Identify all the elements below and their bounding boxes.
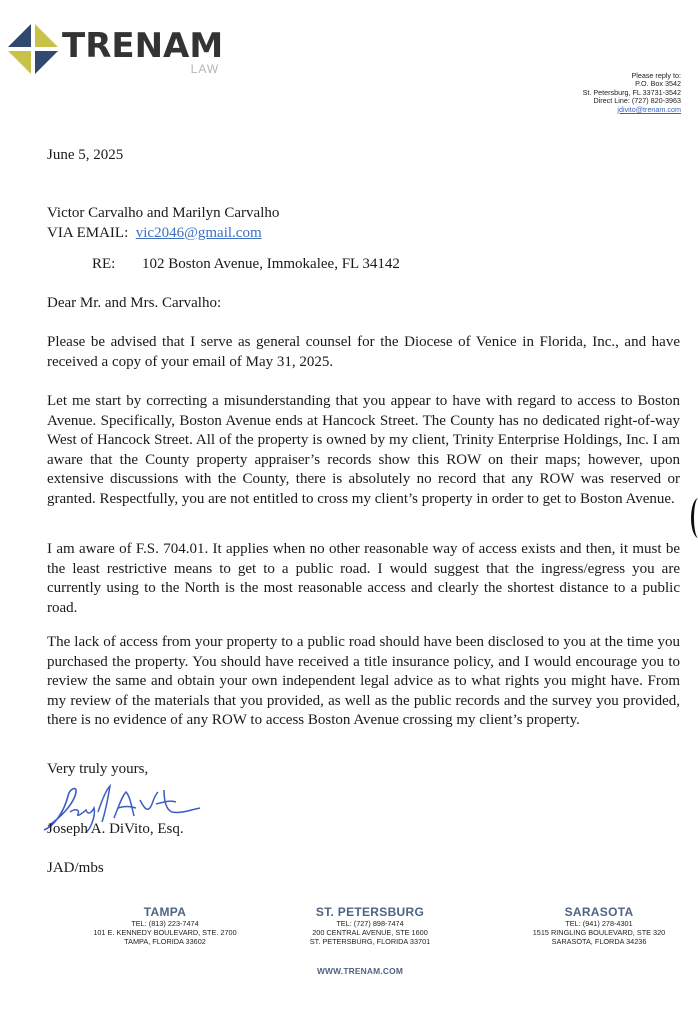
via-email-line bbox=[47, 224, 279, 244]
closing: Very truly yours, bbox=[47, 761, 149, 777]
paragraph-2: Let me start by correcting a misunderstanding that you appear to have with regard to access to Boston Avenue. Specifically, Boston Avenue ends at Hancock Street. The County has no dedicated right-of-way West of Hancock Street. All of the property is owned by my client, Trinity Enterprise Holdings, Inc. I am aware that the County property appraiser’s records show this ROW on their maps; however, upon extensive discussions with the County, there is absolutely no record that any ROW was reserved or granted. Respectfully, you are not entitled to cross my client’s property in order to get to Boston Avenue. bbox=[47, 393, 680, 507]
firm-name: TRENAM bbox=[62, 26, 224, 66]
office-name: TAMPA bbox=[143, 905, 187, 919]
paragraph-4: The lack of access from your property to a public road should have been disclosed to you at the time you purchased the property. You should have received a title insurance policy, and I would encourage you to review the same and obtain your own independent legal advice as to what rights you might have. From my review of the materials that you provided, as well as the public records and the survey you provided, there is no evidence of any ROW to access Boston Avenue crossing my client’s property. bbox=[47, 634, 680, 728]
binder-hole-mark bbox=[691, 498, 698, 538]
reply-city: St. Petersburg, FL 33731-3542 bbox=[582, 87, 681, 97]
signer-name: Joseph A. DiVito, Esq. bbox=[47, 821, 184, 837]
office-sarasota bbox=[494, 905, 698, 946]
letter-date: June 5, 2025 bbox=[47, 147, 124, 163]
firm-logo bbox=[6, 22, 223, 76]
office-tel: TEL: (813) 223-7474 bbox=[131, 919, 199, 928]
recipient-block bbox=[47, 204, 279, 243]
office-tel: TEL: (727) 898-7474 bbox=[336, 919, 404, 928]
office-tampa bbox=[40, 905, 290, 946]
reply-direct-line: Direct Line: (727) 820-3963 bbox=[593, 96, 681, 106]
office-address-1: 200 CENTRAL AVENUE, STE 1600 bbox=[312, 928, 428, 937]
office-tel: TEL: (941) 278-4301 bbox=[565, 919, 633, 928]
office-address-2: TAMPA, FLORIDA 33602 bbox=[124, 937, 206, 946]
office-address-2: SARASOTA, FLORDA 34236 bbox=[551, 937, 647, 946]
recipient-name: Victor Carvalho and Marilyn Carvalho bbox=[47, 205, 280, 221]
reply-email-link[interactable]: jdivito@trenam.com bbox=[617, 104, 681, 114]
reply-po-box: P.O. Box 3542 bbox=[635, 79, 681, 89]
office-address-2: ST. PETERSBURG, FLORIDA 33701 bbox=[309, 937, 431, 946]
logo-wordmark bbox=[62, 22, 223, 76]
paragraph-1: Please be advised that I serve as general counsel for the Diocese of Venice in Florida, Inc., and have received a copy of your email of May 31, 2025. bbox=[47, 334, 680, 370]
re-subject: 102 Boston Avenue, Immokalee, FL 34142 bbox=[142, 256, 400, 272]
recipient-email-link[interactable]: vic2046@gmail.com bbox=[135, 224, 262, 241]
office-address-1: 1515 RINGLING BOULEVARD, STE 320 bbox=[532, 928, 666, 937]
office-name: ST. PETERSBURG bbox=[315, 905, 425, 919]
reply-to-block bbox=[583, 72, 681, 114]
paragraph-3: I am aware of F.S. 704.01. It applies when no other reasonable way of access exists and then, it must be the least restrictive means to get to a public road. I would suggest that the ingress/egress you are currently using to the North is the most reasonable access and clearly the shortest distance to a public road. bbox=[47, 541, 680, 616]
office-st-petersburg bbox=[270, 905, 470, 946]
office-address-1: 101 E. KENNEDY BOULEVARD, STE. 2700 bbox=[93, 928, 237, 937]
typist-initials: JAD/mbs bbox=[47, 860, 104, 876]
firm-website-link[interactable]: WWW.TRENAM.COM bbox=[316, 966, 404, 976]
reply-label: Please reply to: bbox=[631, 71, 681, 80]
via-email-label: VIA EMAIL: bbox=[47, 224, 129, 241]
salutation: Dear Mr. and Mrs. Carvalho: bbox=[47, 295, 222, 311]
diamond-cross-logo-icon bbox=[6, 22, 60, 76]
re-label: RE: bbox=[92, 256, 116, 272]
firm-subtitle: LAW bbox=[190, 62, 220, 76]
office-name: SARASOTA bbox=[564, 905, 634, 919]
re-line bbox=[92, 255, 400, 275]
